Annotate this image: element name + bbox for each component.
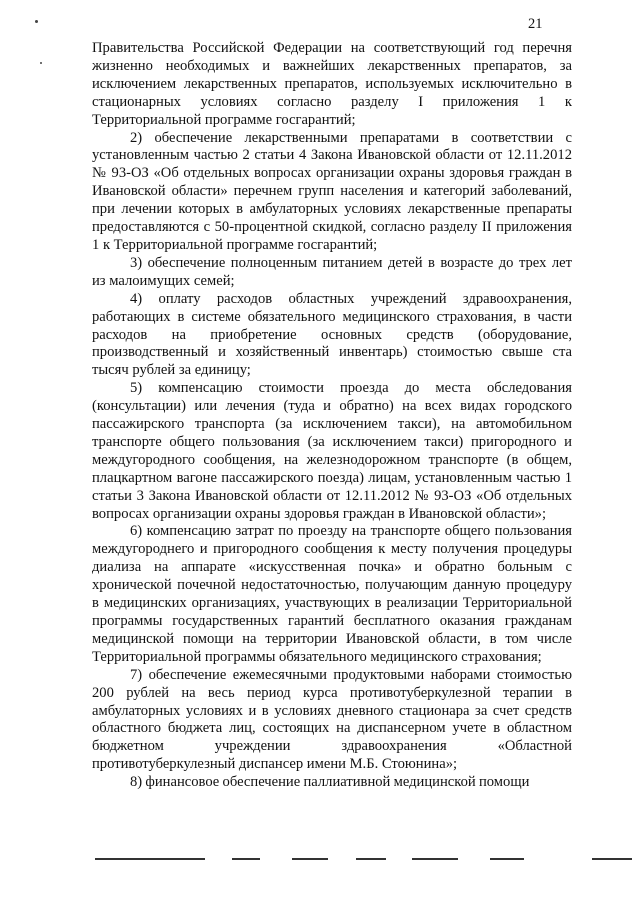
scan-speck [35,20,38,23]
scan-mark [292,858,328,860]
paragraph-continuation: Правительства Российской Федерации на соответствующий год перечня жизненно необходимых и важнейших лекарственных препаратов, за исключением лекарственных препаратов, используемых исключительно в стационарных условиях согласно разделу I приложения 1 к Территориальной программе госгарантий; [92,40,572,128]
paragraph-item-4: 4) оплату расходов областных учреждений здравоохранения, работающих в системе обязательного медицинского страхования, в части расходов на приобретение основных средств (оборудование, производственный и хозяйственный инвентарь) стоимостью свыше ста тысяч рублей за единицу; [92,290,572,379]
paragraph-item-2: 2) обеспечение лекарственными препаратами в соответствии с установленным частью 2 статьи 4 Закона Ивановской области от 12.11.2012 № 93-ОЗ «Об отдельных вопросах организации охраны здоровья граждан в Ивановской области» перечнем групп населения и категорий заболеваний, при лечении которых в амбулаторных условиях лекарственные препараты предоставляются с 50-процентной скидкой, согласно разделу II приложения 1 к Территориальной программе госгарантий; [92,129,572,253]
scan-speck [40,62,42,64]
scan-mark [356,858,386,860]
paragraph-item-3: 3) обеспечение полноценным питанием детей в возрасте до трех лет из малоимущих семей; [92,254,572,289]
paragraph-item-5: 5) компенсацию стоимости проезда до места обследования (консультации) или лечения (туда и обратно) на всех видах городского пассажирского транспорта (за исключением такси), на автомобильном транспорте общего пользования (за исключением такси) пригородного и междугородного сообщения, на железнодорожном транспорте (в общем, плацкартном вагоне пассажирского поезда) лицам, установленным частью 1 статьи 3 Закона Ивановской области от 12.11.2012 № 93-ОЗ «Об отдельных вопросах организации охраны здоровья граждан в Ивановской области»; [92,380,572,522]
document-body [92,40,572,792]
paragraph-item-6: 6) компенсацию затрат по проезду на транспорте общего пользования междугороднего и пригородного сообщения к месту получения процедуры диализа на аппарате «искусственная почка» и обратно больным с хронической почечной недостаточностью, получающим данную процедуру в медицинских организациях, участвующих в реализации Территориальной программы государственных гарантий бесплатного оказания гражданам медицинской помощи на территории Ивановской области, в том числе Территориальной программы обязательного медицинского страхования; [92,523,572,665]
scan-edge-marks [0,858,640,868]
scan-mark [412,858,458,860]
paragraph-item-7: 7) обеспечение ежемесячными продуктовыми наборами стоимостью 200 рублей на весь период курса противотуберкулезной терапии в амбулаторных условиях и в условиях дневного стационара за счет средств областного бюджета лиц, состоящих на диспансерном учете в областном бюджетном учреждении здравоохранения «Областной противотуберкулезный диспансер имени М.Б. Стоюнина»; [92,666,572,773]
scan-mark [490,858,524,860]
scan-mark [95,858,205,860]
paragraph-item-8: 8) финансовое обеспечение паллиативной медицинской помощи [130,774,530,791]
page-number: 21 [528,16,543,32]
scan-mark [592,858,632,860]
scan-mark [232,858,260,860]
